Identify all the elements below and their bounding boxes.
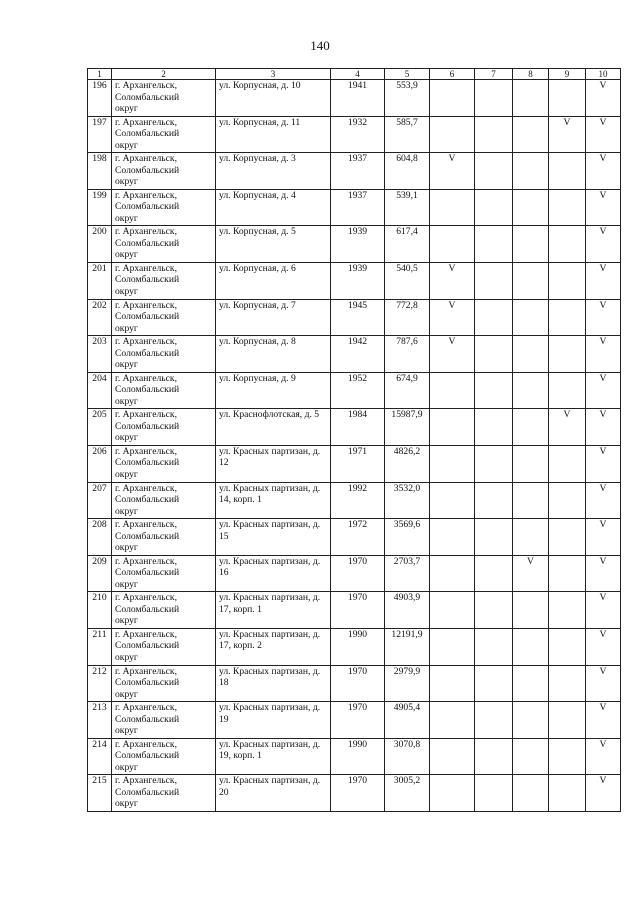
mark-cell-10: V <box>586 226 621 263</box>
year-cell: 1990 <box>331 628 385 665</box>
address-cell: ул. Корпусная, д. 3 <box>216 153 331 190</box>
mark-cell-10: V <box>586 592 621 629</box>
mark-cell-6 <box>430 445 475 482</box>
mark-cell-6 <box>430 372 475 409</box>
mark-cell-10: V <box>586 189 621 226</box>
area-cell: 4826,2 <box>385 445 430 482</box>
mark-cell-8 <box>513 482 549 519</box>
locality-line-1: г. Архангельск, <box>115 628 177 640</box>
mark-cell-7 <box>475 592 513 629</box>
mark-cell-10: V <box>586 702 621 739</box>
locality-line-1: г. Архангельск, <box>115 519 177 531</box>
locality-line-3: округ <box>115 615 138 627</box>
table-row <box>88 628 621 665</box>
locality-cell <box>112 336 216 373</box>
table-row <box>88 409 621 446</box>
row-number-cell: 206 <box>88 445 112 482</box>
locality-line-2: Соломбальский <box>115 494 180 506</box>
locality-cell <box>112 445 216 482</box>
table-row <box>88 153 621 190</box>
mark-cell-9 <box>549 665 586 702</box>
table-row <box>88 262 621 299</box>
mark-cell-6 <box>430 628 475 665</box>
year-cell: 1971 <box>331 445 385 482</box>
mark-cell-8 <box>513 153 549 190</box>
mark-cell-6 <box>430 775 475 812</box>
area-cell: 2979,9 <box>385 665 430 702</box>
housing-register-table <box>87 68 621 812</box>
mark-cell-10: V <box>586 372 621 409</box>
year-cell: 1984 <box>331 409 385 446</box>
mark-cell-7 <box>475 445 513 482</box>
locality-line-3: округ <box>115 468 138 480</box>
locality-line-2: Соломбальский <box>115 677 180 688</box>
area-cell: 15987,9 <box>385 409 430 446</box>
locality-line-3: округ <box>115 542 138 554</box>
mark-cell-8 <box>513 262 549 299</box>
mark-cell-9 <box>549 738 586 775</box>
locality-line-1: г. Архангельск, <box>115 153 177 165</box>
row-number-cell: 208 <box>88 519 112 556</box>
area-cell: 539,1 <box>385 189 430 226</box>
column-header-2: 2 <box>112 69 216 80</box>
mark-cell-10: V <box>586 738 621 775</box>
mark-cell-8 <box>513 409 549 446</box>
year-cell: 1970 <box>331 702 385 739</box>
mark-cell-7 <box>475 189 513 226</box>
year-cell: 1952 <box>331 372 385 409</box>
mark-cell-9 <box>549 262 586 299</box>
locality-line-1: г. Архангельск, <box>115 262 177 274</box>
mark-cell-10: V <box>586 336 621 373</box>
locality-line-3: округ <box>115 249 138 261</box>
table-row <box>88 80 621 117</box>
mark-cell-6 <box>430 555 475 592</box>
address-cell: ул. Красных партизан, д. 18 <box>216 665 331 702</box>
row-number-cell: 212 <box>88 665 112 702</box>
locality-line-2: Соломбальский <box>115 201 180 213</box>
mark-cell-7 <box>475 372 513 409</box>
mark-cell-8 <box>513 445 549 482</box>
row-number-cell: 209 <box>88 555 112 592</box>
mark-cell-7 <box>475 702 513 739</box>
mark-cell-10: V <box>586 482 621 519</box>
mark-cell-10: V <box>586 628 621 665</box>
locality-line-3: округ <box>115 725 138 737</box>
table-row <box>88 738 621 775</box>
year-cell: 1992 <box>331 482 385 519</box>
address-cell: ул. Корпусная, д. 4 <box>216 189 331 226</box>
mark-cell-7 <box>475 409 513 446</box>
mark-cell-9 <box>549 226 586 263</box>
locality-cell <box>112 555 216 592</box>
locality-line-2: Соломбальский <box>115 237 180 249</box>
mark-cell-7 <box>475 116 513 153</box>
table-row <box>88 226 621 263</box>
year-cell: 1970 <box>331 592 385 629</box>
table-row <box>88 372 621 409</box>
mark-cell-10: V <box>586 555 621 592</box>
mark-cell-8 <box>513 226 549 263</box>
area-cell: 4903,9 <box>385 592 430 629</box>
mark-cell-9: V <box>549 116 586 153</box>
mark-cell-10: V <box>586 519 621 556</box>
locality-line-2: Соломбальский <box>115 420 180 432</box>
locality-line-3: округ <box>115 578 138 590</box>
mark-cell-8 <box>513 189 549 226</box>
locality-line-1: г. Архангельск, <box>115 372 177 384</box>
mark-cell-7 <box>475 153 513 190</box>
locality-line-1: г. Архангельск, <box>115 226 177 238</box>
column-header-5: 5 <box>385 69 430 80</box>
area-cell: 2703,7 <box>385 555 430 592</box>
locality-line-1: г. Архангельск, <box>115 409 177 421</box>
mark-cell-10: V <box>586 262 621 299</box>
locality-line-2: Соломбальский <box>115 567 180 579</box>
locality-line-2: Соломбальский <box>115 274 180 286</box>
locality-cell <box>112 409 216 446</box>
mark-cell-8 <box>513 519 549 556</box>
locality-line-1: г. Архангельск, <box>115 299 177 311</box>
row-number-cell: 214 <box>88 738 112 775</box>
mark-cell-10: V <box>586 445 621 482</box>
area-cell: 4905,4 <box>385 702 430 739</box>
locality-cell <box>112 738 216 775</box>
area-cell: 772,8 <box>385 299 430 336</box>
row-number-cell: 203 <box>88 336 112 373</box>
locality-line-2: Соломбальский <box>115 640 180 652</box>
address-cell: ул. Красных партизан, д. 17, корп. 1 <box>216 592 331 629</box>
table-row <box>88 189 621 226</box>
locality-line-1: г. Архангельск, <box>115 445 177 457</box>
address-cell: ул. Корпусная, д. 9 <box>216 372 331 409</box>
mark-cell-7 <box>475 336 513 373</box>
area-cell: 553,9 <box>385 80 430 117</box>
locality-line-2: Соломбальский <box>115 91 180 103</box>
column-header-8: 8 <box>513 69 549 80</box>
table-row <box>88 555 621 592</box>
locality-line-2: Соломбальский <box>115 530 180 542</box>
mark-cell-7 <box>475 665 513 702</box>
locality-line-1: г. Архангельск, <box>115 555 177 567</box>
table-row <box>88 665 621 702</box>
locality-cell <box>112 299 216 336</box>
column-number-row <box>88 69 621 80</box>
locality-cell <box>112 153 216 190</box>
mark-cell-8 <box>513 665 549 702</box>
mark-cell-8 <box>513 592 549 629</box>
year-cell: 1942 <box>331 336 385 373</box>
year-cell: 1972 <box>331 519 385 556</box>
table-row <box>88 482 621 519</box>
locality-line-3: округ <box>115 688 138 700</box>
mark-cell-7 <box>475 628 513 665</box>
locality-cell <box>112 628 216 665</box>
locality-line-3: округ <box>115 432 138 444</box>
locality-line-2: Соломбальский <box>115 384 180 396</box>
locality-cell <box>112 116 216 153</box>
row-number-cell: 200 <box>88 226 112 263</box>
area-cell: 3532,0 <box>385 482 430 519</box>
mark-cell-9 <box>549 299 586 336</box>
mark-cell-7 <box>475 482 513 519</box>
area-cell: 3569,6 <box>385 519 430 556</box>
address-cell: ул. Корпусная, д. 11 <box>216 116 331 153</box>
mark-cell-9 <box>549 482 586 519</box>
mark-cell-9 <box>549 336 586 373</box>
table-row <box>88 116 621 153</box>
table-row <box>88 775 621 812</box>
locality-line-1: г. Архангельск, <box>115 482 177 494</box>
mark-cell-7 <box>475 80 513 117</box>
column-header-4: 4 <box>331 69 385 80</box>
year-cell: 1932 <box>331 116 385 153</box>
address-cell: ул. Краснофлотская, д. 5 <box>216 409 331 446</box>
locality-line-3: округ <box>115 651 138 663</box>
mark-cell-6 <box>430 738 475 775</box>
mark-cell-9 <box>549 592 586 629</box>
locality-line-2: Соломбальский <box>115 713 180 725</box>
locality-cell <box>112 80 216 117</box>
mark-cell-8 <box>513 372 549 409</box>
address-cell: ул. Красных партизан, д. 15 <box>216 519 331 556</box>
area-cell: 674,9 <box>385 372 430 409</box>
mark-cell-9 <box>549 80 586 117</box>
mark-cell-6 <box>430 409 475 446</box>
mark-cell-10: V <box>586 116 621 153</box>
row-number-cell: 215 <box>88 775 112 812</box>
locality-line-3: округ <box>115 798 138 810</box>
mark-cell-8 <box>513 775 549 812</box>
row-number-cell: 199 <box>88 189 112 226</box>
locality-line-1: г. Архангельск, <box>115 592 177 604</box>
mark-cell-6: V <box>430 336 475 373</box>
locality-line-3: округ <box>115 505 138 517</box>
row-number-cell: 210 <box>88 592 112 629</box>
address-cell: ул. Красных партизан, д. 14, корп. 1 <box>216 482 331 519</box>
mark-cell-8 <box>513 738 549 775</box>
locality-cell <box>112 262 216 299</box>
mark-cell-9 <box>549 519 586 556</box>
mark-cell-7 <box>475 555 513 592</box>
column-header-3: 3 <box>216 69 331 80</box>
locality-line-3: округ <box>115 359 138 371</box>
mark-cell-6 <box>430 592 475 629</box>
mark-cell-10: V <box>586 80 621 117</box>
locality-cell <box>112 482 216 519</box>
table-row <box>88 299 621 336</box>
mark-cell-10: V <box>586 775 621 812</box>
locality-line-3: округ <box>115 761 138 773</box>
locality-line-3: округ <box>115 139 138 151</box>
mark-cell-6 <box>430 665 475 702</box>
mark-cell-6: V <box>430 299 475 336</box>
mark-cell-8 <box>513 299 549 336</box>
mark-cell-9 <box>549 702 586 739</box>
row-number-cell: 197 <box>88 116 112 153</box>
locality-line-1: г. Архангельск, <box>115 702 177 714</box>
locality-line-2: Соломбальский <box>115 786 180 798</box>
table-row <box>88 519 621 556</box>
address-cell: ул. Красных партизан, д. 20 <box>216 775 331 812</box>
mark-cell-9 <box>549 189 586 226</box>
mark-cell-10: V <box>586 299 621 336</box>
locality-line-2: Соломбальский <box>115 603 180 615</box>
row-number-cell: 204 <box>88 372 112 409</box>
table-row <box>88 702 621 739</box>
locality-line-1: г. Архангельск, <box>115 775 177 787</box>
locality-line-1: г. Архангельск, <box>115 738 177 750</box>
mark-cell-6 <box>430 519 475 556</box>
mark-cell-6: V <box>430 262 475 299</box>
locality-cell <box>112 702 216 739</box>
area-cell: 12191,9 <box>385 628 430 665</box>
address-cell: ул. Корпусная, д. 7 <box>216 299 331 336</box>
area-cell: 617,4 <box>385 226 430 263</box>
column-header-9: 9 <box>549 69 586 80</box>
mark-cell-7 <box>475 299 513 336</box>
address-cell: ул. Корпусная, д. 10 <box>216 80 331 117</box>
mark-cell-6 <box>430 189 475 226</box>
year-cell: 1937 <box>331 153 385 190</box>
mark-cell-8 <box>513 702 549 739</box>
locality-line-1: г. Архангельск, <box>115 116 177 128</box>
mark-cell-6 <box>430 482 475 519</box>
row-number-cell: 213 <box>88 702 112 739</box>
mark-cell-7 <box>475 775 513 812</box>
area-cell: 787,6 <box>385 336 430 373</box>
mark-cell-9 <box>549 372 586 409</box>
locality-line-2: Соломбальский <box>115 311 180 323</box>
mark-cell-8 <box>513 628 549 665</box>
locality-cell <box>112 189 216 226</box>
address-cell: ул. Корпусная, д. 5 <box>216 226 331 263</box>
row-number-cell: 211 <box>88 628 112 665</box>
locality-cell <box>112 775 216 812</box>
year-cell: 1970 <box>331 775 385 812</box>
mark-cell-6 <box>430 226 475 263</box>
address-cell: ул. Красных партизан, д. 19, корп. 1 <box>216 738 331 775</box>
area-cell: 3005,2 <box>385 775 430 812</box>
mark-cell-9 <box>549 775 586 812</box>
row-number-cell: 207 <box>88 482 112 519</box>
year-cell: 1970 <box>331 665 385 702</box>
year-cell: 1945 <box>331 299 385 336</box>
column-header-10: 10 <box>586 69 621 80</box>
mark-cell-9: V <box>549 409 586 446</box>
page-number: 140 <box>310 38 330 53</box>
year-cell: 1939 <box>331 226 385 263</box>
row-number-cell: 196 <box>88 80 112 117</box>
locality-line-3: округ <box>115 285 138 297</box>
mark-cell-10: V <box>586 409 621 446</box>
locality-line-1: г. Архангельск, <box>115 336 177 348</box>
year-cell: 1937 <box>331 189 385 226</box>
mark-cell-9 <box>549 555 586 592</box>
locality-line-2: Соломбальский <box>115 164 180 176</box>
locality-line-3: округ <box>115 103 138 114</box>
locality-cell <box>112 592 216 629</box>
address-cell: ул. Красных партизан, д. 19 <box>216 702 331 739</box>
locality-line-3: округ <box>115 176 138 188</box>
locality-cell <box>112 226 216 263</box>
column-header-6: 6 <box>430 69 475 80</box>
mark-cell-8: V <box>513 555 549 592</box>
column-header-1: 1 <box>88 69 112 80</box>
address-cell: ул. Корпусная, д. 6 <box>216 262 331 299</box>
mark-cell-6 <box>430 80 475 117</box>
area-cell: 604,8 <box>385 153 430 190</box>
mark-cell-7 <box>475 226 513 263</box>
locality-line-2: Соломбальский <box>115 128 180 140</box>
row-number-cell: 202 <box>88 299 112 336</box>
address-cell: ул. Красных партизан, д. 16 <box>216 555 331 592</box>
locality-line-2: Соломбальский <box>115 457 180 469</box>
mark-cell-7 <box>475 519 513 556</box>
row-number-cell: 201 <box>88 262 112 299</box>
row-number-cell: 198 <box>88 153 112 190</box>
table-row <box>88 445 621 482</box>
locality-line-1: г. Архангельск, <box>115 80 177 91</box>
mark-cell-8 <box>513 336 549 373</box>
locality-line-1: г. Архангельск, <box>115 189 177 201</box>
locality-line-1: г. Архангельск, <box>115 665 177 677</box>
year-cell: 1939 <box>331 262 385 299</box>
table-row <box>88 336 621 373</box>
row-number-cell: 205 <box>88 409 112 446</box>
mark-cell-6: V <box>430 153 475 190</box>
mark-cell-9 <box>549 153 586 190</box>
year-cell: 1970 <box>331 555 385 592</box>
year-cell: 1941 <box>331 80 385 117</box>
mark-cell-9 <box>549 628 586 665</box>
address-cell: ул. Корпусная, д. 8 <box>216 336 331 373</box>
mark-cell-7 <box>475 738 513 775</box>
mark-cell-6 <box>430 702 475 739</box>
mark-cell-10: V <box>586 665 621 702</box>
table-row <box>88 592 621 629</box>
mark-cell-10: V <box>586 153 621 190</box>
column-header-7: 7 <box>475 69 513 80</box>
table-body <box>88 80 621 812</box>
area-cell: 3070,8 <box>385 738 430 775</box>
locality-line-2: Соломбальский <box>115 347 180 359</box>
locality-line-3: округ <box>115 322 138 334</box>
locality-cell <box>112 372 216 409</box>
locality-line-3: округ <box>115 395 138 407</box>
mark-cell-6 <box>430 116 475 153</box>
year-cell: 1990 <box>331 738 385 775</box>
mark-cell-7 <box>475 262 513 299</box>
area-cell: 585,7 <box>385 116 430 153</box>
locality-cell <box>112 665 216 702</box>
locality-line-3: округ <box>115 212 138 224</box>
locality-line-2: Соломбальский <box>115 750 180 762</box>
locality-cell <box>112 519 216 556</box>
mark-cell-8 <box>513 116 549 153</box>
address-cell: ул. Красных партизан, д. 17, корп. 2 <box>216 628 331 665</box>
address-cell: ул. Красных партизан, д. 12 <box>216 445 331 482</box>
area-cell: 540,5 <box>385 262 430 299</box>
mark-cell-8 <box>513 80 549 117</box>
mark-cell-9 <box>549 445 586 482</box>
